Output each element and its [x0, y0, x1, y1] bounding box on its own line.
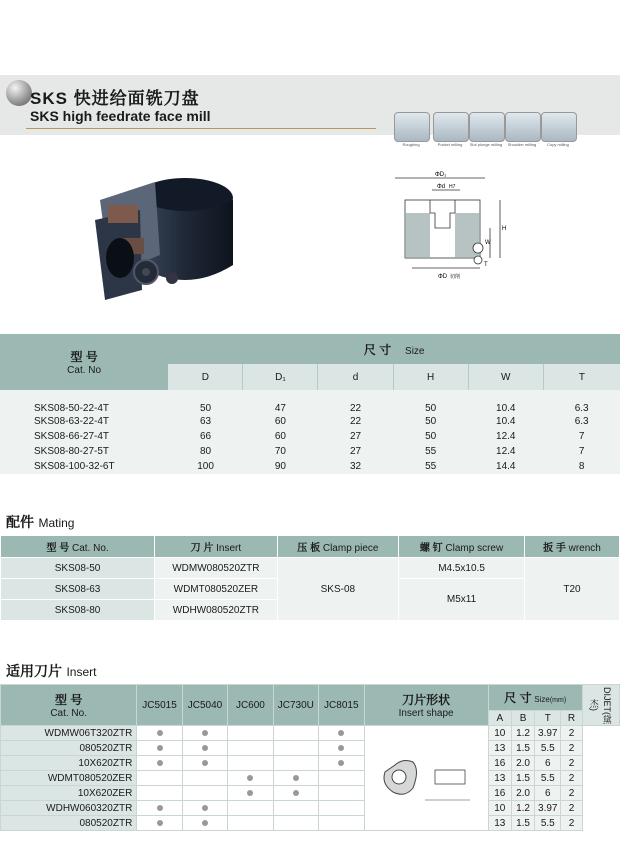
- grade-cell: [319, 816, 364, 831]
- grade-col: JC8015: [319, 685, 364, 726]
- insert-row: [1, 786, 620, 801]
- availability-dot-icon: [293, 775, 299, 781]
- label-d1: ΦD₁: [435, 172, 447, 178]
- grade-cell: [319, 756, 364, 771]
- mating-header: 扳 手 wrench: [524, 536, 619, 558]
- spec-cell: 55: [393, 459, 468, 474]
- mating-screw: M4.5x10.5: [399, 558, 525, 579]
- feature-label: Shoulder milling: [507, 142, 537, 147]
- spec-cell: 14.4: [468, 459, 543, 474]
- mating-clamp: SKS-08: [277, 558, 399, 621]
- dim-cell: 2: [561, 786, 582, 801]
- insert-size-header: 尺 寸 Size(mm): [488, 685, 582, 711]
- spec-col-D: D: [168, 364, 243, 390]
- grade-cell: [137, 816, 182, 831]
- side-note: DIJET(黛杰): [582, 685, 619, 726]
- spec-cell: 7: [543, 444, 620, 459]
- spec-cell: 8: [543, 459, 620, 474]
- spec-cell: 80: [168, 444, 243, 459]
- availability-dot-icon: [293, 790, 299, 796]
- feature-label: Copy milling: [547, 142, 569, 147]
- dim-cell: 13: [488, 816, 511, 831]
- insert-row: [1, 726, 620, 741]
- grade-cell: [319, 771, 364, 786]
- dim-cell: 10: [488, 726, 511, 741]
- dim-cell: 2.0: [511, 756, 534, 771]
- availability-dot-icon: [247, 790, 253, 796]
- dim-cell: 2: [561, 771, 582, 786]
- dim-cell: 2.0: [511, 786, 534, 801]
- mating-insert: WDMW080520ZTR: [155, 558, 277, 579]
- dim-cell: 6: [535, 756, 561, 771]
- spec-table: [0, 334, 620, 474]
- spec-cell: 22: [318, 414, 393, 429]
- spec-cell: 50: [168, 390, 243, 414]
- spec-cell: 50: [393, 429, 468, 444]
- roughing-icon: [394, 112, 430, 142]
- availability-dot-icon: [202, 805, 208, 811]
- grade-cell: [182, 816, 227, 831]
- grade-cell: [182, 771, 227, 786]
- mating-table: [0, 535, 620, 621]
- grade-col: JC5040: [182, 685, 227, 726]
- dim-col-R: R: [561, 711, 582, 726]
- label-d: Φd: [437, 184, 446, 190]
- grade-cell: [319, 801, 364, 816]
- label-h: H: [502, 226, 507, 232]
- availability-dot-icon: [338, 745, 344, 751]
- grade-cell: [137, 741, 182, 756]
- grade-cell: [228, 756, 273, 771]
- spec-row: [0, 414, 620, 429]
- spec-cell: 27: [318, 429, 393, 444]
- spec-cell: 6.3: [543, 390, 620, 414]
- label-t: T: [484, 262, 488, 268]
- grade-cell: [273, 786, 318, 801]
- grade-cell: [228, 801, 273, 816]
- spec-col-T: T: [543, 364, 620, 390]
- dim-cell: 1.5: [511, 816, 534, 831]
- spec-col-W: W: [468, 364, 543, 390]
- logo-ball-icon: [6, 80, 32, 106]
- availability-dot-icon: [338, 730, 344, 736]
- title-underline: [26, 128, 376, 129]
- spec-row: [0, 459, 620, 474]
- spec-cell: 27: [318, 444, 393, 459]
- mating-insert: WDHW080520ZTR: [155, 600, 277, 621]
- mating-header: 刀 片 Insert: [155, 536, 277, 558]
- availability-dot-icon: [202, 760, 208, 766]
- slot-icon: [469, 112, 505, 142]
- dim-cell: 2: [561, 816, 582, 831]
- insert-row: [1, 801, 620, 816]
- spec-cell: 47: [243, 390, 318, 414]
- availability-dot-icon: [157, 730, 163, 736]
- dim-cell: 16: [488, 786, 511, 801]
- grade-cell: [273, 726, 318, 741]
- copy-icon: [541, 112, 577, 142]
- dim-cell: 2: [561, 756, 582, 771]
- dim-cell: 1.2: [511, 726, 534, 741]
- spec-cell: 32: [318, 459, 393, 474]
- insert-row: [1, 756, 620, 771]
- dim-cell: 5.5: [535, 771, 561, 786]
- mating-header-row: [1, 536, 620, 558]
- spec-cell: 60: [243, 429, 318, 444]
- dim-cell: 10: [488, 801, 511, 816]
- label-D: ΦD: [438, 274, 448, 280]
- grade-cell: [182, 726, 227, 741]
- insert-cat: 10X620ZER: [1, 786, 137, 801]
- dim-cell: 3.97: [535, 801, 561, 816]
- spec-cell: 63: [168, 414, 243, 429]
- label-D-tol: 切削: [450, 274, 461, 280]
- dim-cell: 1.2: [511, 801, 534, 816]
- mating-wrench: T20: [524, 558, 619, 621]
- spec-cat: SKS08-66-27-4T: [0, 429, 168, 444]
- grade-cell: [228, 816, 273, 831]
- grade-cell: [319, 726, 364, 741]
- availability-dot-icon: [202, 730, 208, 736]
- spec-cell: 66: [168, 429, 243, 444]
- spec-cell: 50: [393, 414, 468, 429]
- spec-cat: SKS08-80-27-5T: [0, 444, 168, 459]
- dim-col-B: B: [511, 711, 534, 726]
- grade-cell: [273, 741, 318, 756]
- grade-cell: [228, 726, 273, 741]
- spec-header-size: 尺 寸 Size: [168, 334, 620, 364]
- grade-cell: [228, 771, 273, 786]
- grade-cell: [273, 771, 318, 786]
- grade-cell: [137, 726, 182, 741]
- insert-shape-drawing: [365, 740, 483, 830]
- spec-cell: 10.4: [468, 390, 543, 414]
- insert-shape-header: 刀片形状 Insert shape: [364, 685, 488, 726]
- spec-cell: 60: [243, 414, 318, 429]
- label-w: W: [485, 240, 491, 246]
- face-mill-photo: [80, 160, 240, 310]
- dim-cell: 13: [488, 771, 511, 786]
- spec-cell: 22: [318, 390, 393, 414]
- spec-cell: 10.4: [468, 414, 543, 429]
- feature-label: Slot plunge milling: [469, 142, 503, 147]
- dim-cell: 2: [561, 801, 582, 816]
- feature-label: Pocket milling: [437, 142, 463, 147]
- spec-row: [0, 429, 620, 444]
- spec-cell: 90: [243, 459, 318, 474]
- grade-cell: [137, 771, 182, 786]
- spec-cat: SKS08-100-32-6T: [0, 459, 168, 474]
- availability-dot-icon: [202, 820, 208, 826]
- insert-table: [0, 684, 620, 831]
- grade-cell: [273, 801, 318, 816]
- label-d-tol: H7: [449, 184, 456, 190]
- spec-col-H: H: [393, 364, 468, 390]
- mating-screw: M5x11: [399, 579, 525, 621]
- availability-dot-icon: [247, 775, 253, 781]
- grade-cell: [228, 786, 273, 801]
- dim-cell: 5.5: [535, 816, 561, 831]
- availability-dot-icon: [157, 820, 163, 826]
- mating-header: 螺 钉 Clamp screw: [399, 536, 525, 558]
- dim-cell: 5.5: [535, 741, 561, 756]
- spec-row: [0, 390, 620, 414]
- grade-cell: [319, 741, 364, 756]
- dim-cell: 1.5: [511, 771, 534, 786]
- insert-cat: 080520ZTR: [1, 816, 137, 831]
- mating-header: 型 号 Cat. No.: [1, 536, 155, 558]
- pocket-icon: [433, 112, 469, 142]
- grade-cell: [273, 756, 318, 771]
- spec-header-cat: 型 号 Cat. No: [0, 334, 168, 390]
- spec-cell: 70: [243, 444, 318, 459]
- spec-cell: 12.4: [468, 444, 543, 459]
- availability-dot-icon: [157, 745, 163, 751]
- mating-title: 配件 Mating: [6, 514, 75, 530]
- spec-cell: 100: [168, 459, 243, 474]
- grade-cell: [182, 741, 227, 756]
- insert-header-cat: 型 号 Cat. No.: [1, 685, 137, 726]
- spec-col-d: d: [318, 364, 393, 390]
- grade-col: JC730U: [273, 685, 318, 726]
- dim-cell: 2: [561, 726, 582, 741]
- grade-cell: [228, 741, 273, 756]
- grade-col: JC600: [228, 685, 273, 726]
- availability-dot-icon: [157, 805, 163, 811]
- dim-col-A: A: [488, 711, 511, 726]
- shoulder-icon: [505, 112, 541, 142]
- dim-cell: 3.97: [535, 726, 561, 741]
- insert-cat: WDMT080520ZER: [1, 771, 137, 786]
- dim-cell: 2: [561, 741, 582, 756]
- spec-cat: SKS08-50-22-4T: [0, 390, 168, 414]
- dim-cell: 1.5: [511, 741, 534, 756]
- insert-row: [1, 741, 620, 756]
- grade-cell: [273, 816, 318, 831]
- insert-cat: WDHW060320ZTR: [1, 801, 137, 816]
- dimension-drawing: [390, 168, 505, 296]
- spec-cell: 6.3: [543, 414, 620, 429]
- grade-col: JC5015: [137, 685, 182, 726]
- mating-cat: SKS08-63: [1, 579, 155, 600]
- spec-cat: SKS08-63-22-4T: [0, 414, 168, 429]
- title-cn: SKS 快进给面铣刀盘: [30, 89, 200, 108]
- feature-label: Roughing: [402, 142, 420, 147]
- mating-header: 压 板 Clamp piece: [277, 536, 399, 558]
- title-en: SKS high feedrate face mill: [30, 108, 211, 124]
- availability-dot-icon: [338, 760, 344, 766]
- availability-dot-icon: [202, 745, 208, 751]
- availability-dot-icon: [157, 760, 163, 766]
- grade-cell: [137, 801, 182, 816]
- dim-cell: 13: [488, 741, 511, 756]
- spec-cell: 55: [393, 444, 468, 459]
- grade-cell: [182, 801, 227, 816]
- insert-cat: 10X620ZTR: [1, 756, 137, 771]
- grade-cell: [319, 786, 364, 801]
- dim-cell: 6: [535, 786, 561, 801]
- mating-cat: SKS08-50: [1, 558, 155, 579]
- spec-cell: 7: [543, 429, 620, 444]
- spec-row: [0, 444, 620, 459]
- insert-row: [1, 816, 620, 831]
- spec-cell: 12.4: [468, 429, 543, 444]
- spec-cell: 50: [393, 390, 468, 414]
- dim-col-T: T: [535, 711, 561, 726]
- dim-cell: 16: [488, 756, 511, 771]
- insert-cat: 080520ZTR: [1, 741, 137, 756]
- mating-insert: WDMT080520ZER: [155, 579, 277, 600]
- grade-cell: [137, 756, 182, 771]
- grade-cell: [182, 756, 227, 771]
- mating-cat: SKS08-80: [1, 600, 155, 621]
- spec-col-D1: D₁: [243, 364, 318, 390]
- insert-title: 适用刀片 Insert: [6, 663, 97, 679]
- grade-cell: [137, 786, 182, 801]
- insert-row: [1, 771, 620, 786]
- grade-cell: [182, 786, 227, 801]
- insert-cat: WDMW06T320ZTR: [1, 726, 137, 741]
